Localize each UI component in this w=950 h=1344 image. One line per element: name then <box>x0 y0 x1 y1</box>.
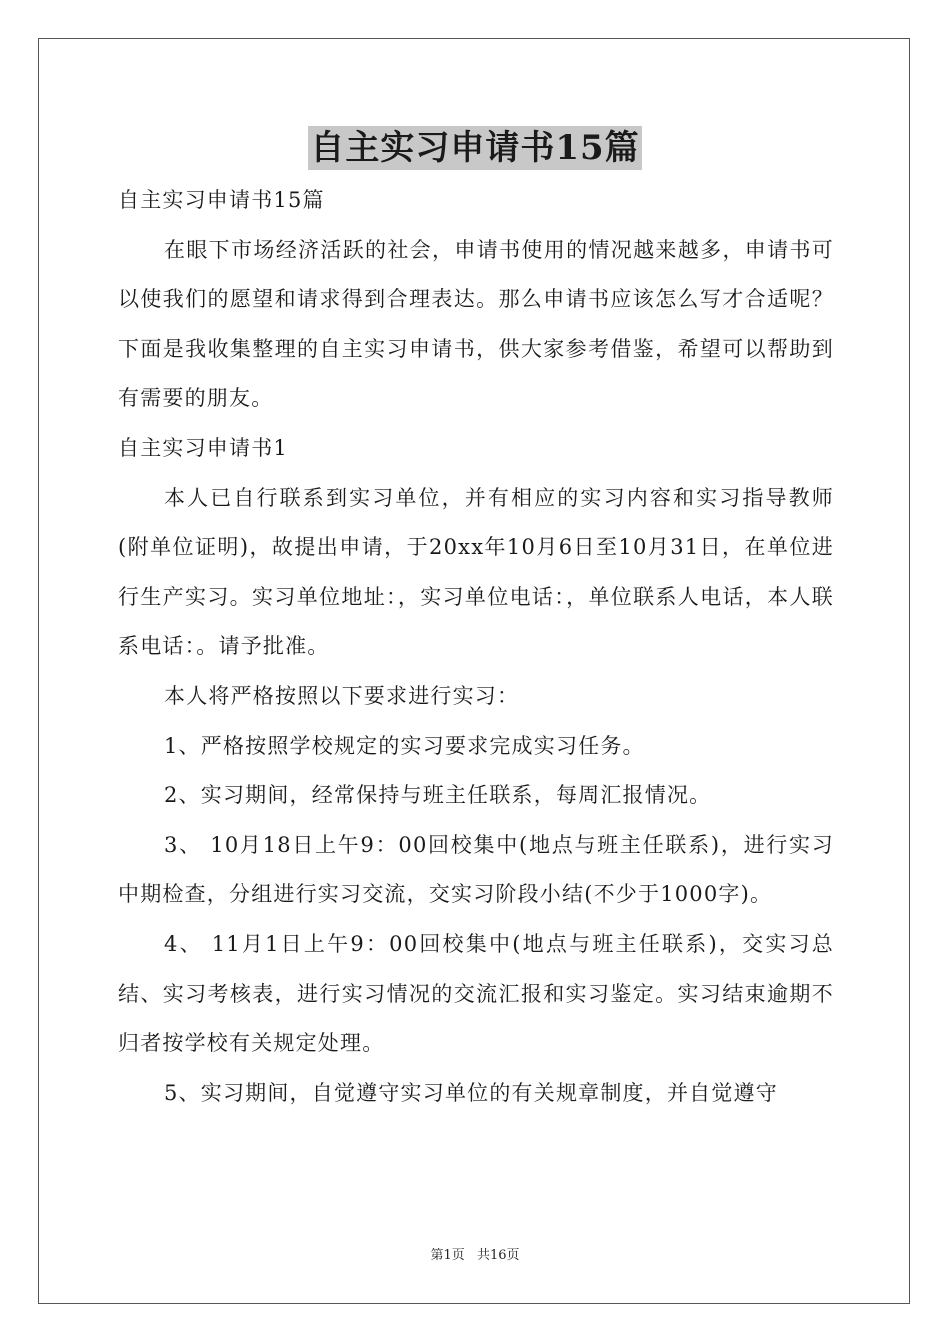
paragraph-5: 1、严格按照学校规定的实习要求完成实习任务。 <box>164 733 645 758</box>
paragraph-2: 自主实习申请书1 <box>118 435 288 460</box>
paragraph-0: 自主实习申请书15篇 <box>118 188 325 212</box>
title-wrap <box>0 126 950 170</box>
paragraph-6: 2、实习期间，经常保持与班主任联系，每周汇报情况。 <box>164 783 712 808</box>
paragraph-7: 3、 10月18日上午9：00回校集中(地点与班主任联系)，进行实习中期检查，分组进行实习交流，交实习阶段小结(不少于1000字)。 <box>118 832 834 907</box>
document-title: 自主实习申请书15篇 <box>310 128 640 168</box>
paragraph-8: 4、 11月1日上午9：00回校集中(地点与班主任联系)，交实习总结、实习考核表，进行实习情况的交流汇报和实习鉴定。实习结束逾期不归者按学校有关规定处理。 <box>118 931 834 1056</box>
page-number-total: 共16页 <box>476 1248 520 1263</box>
paragraph-3: 本人已自行联系到实习单位，并有相应的实习内容和实习指导教师(附单位证明)，故提出申请，于20xx年10月6日至10月31日，在单位进行生产实习。实习单位地址：，实习单位电话：，单位联系人电话，本人联系电话：。请予批准。 <box>118 485 834 659</box>
paragraph-1: 在眼下市场经济活跃的社会，申请书使用的情况越来越多，申请书可以使我们的愿望和请求得到合理表达。那么申请书应该怎么写才合适呢？下面是我收集整理的自主实习申请书，供大家参考借鉴，希望可以帮助到有需要的朋友。 <box>118 237 834 411</box>
page-number-current: 第1页 <box>430 1248 465 1263</box>
paragraph-9: 5、实习期间，自觉遵守实习单位的有关规章制度，并自觉遵守 <box>164 1080 778 1105</box>
paragraph-4: 本人将严格按照以下要求进行实习： <box>164 683 520 708</box>
page-footer <box>0 1244 950 1263</box>
document-body <box>118 176 834 1118</box>
